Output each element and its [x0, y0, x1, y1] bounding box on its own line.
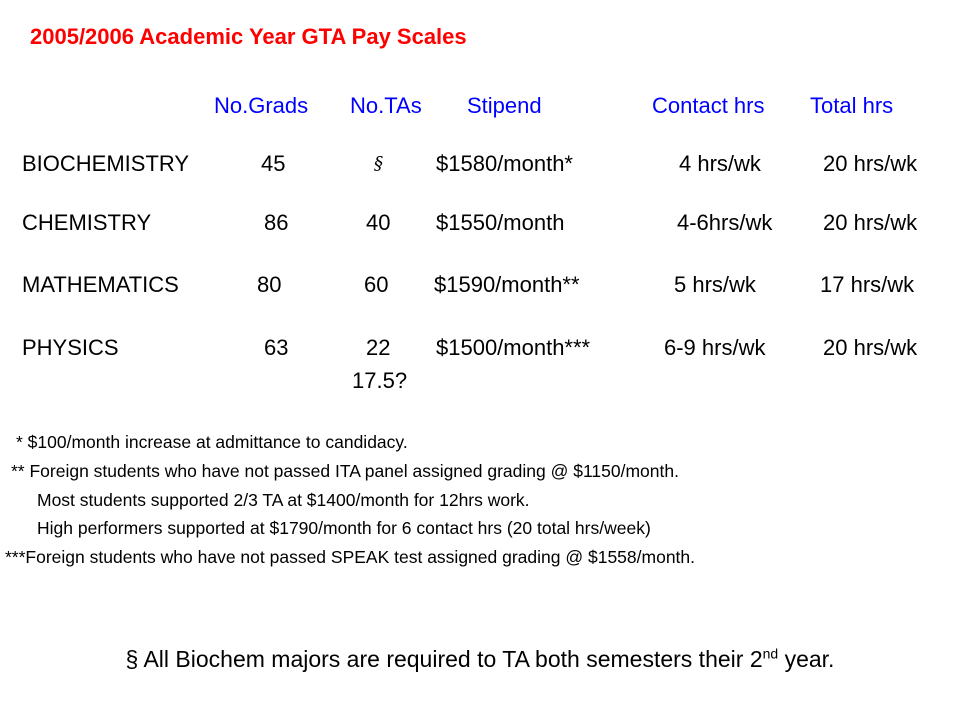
footnote: * $100/month increase at admittance to candidacy. — [16, 432, 408, 452]
contact-hours: 4-6hrs/wk — [677, 210, 773, 235]
stipend: $1550/month — [436, 210, 565, 235]
footnote: High performers supported at $1790/month for 6 contact hrs (20 total hrs/week) — [37, 518, 651, 538]
contact-hours: 6-9 hrs/wk — [664, 335, 766, 360]
page-title: 2005/2006 Academic Year GTA Pay Scales — [30, 24, 467, 49]
dept-name: BIOCHEMISTRY — [22, 151, 190, 176]
biochem-note-sup: nd — [762, 645, 779, 662]
contact-hours: 5 hrs/wk — [674, 272, 756, 297]
header-contact-hrs: Contact hrs — [652, 93, 765, 118]
stipend: $1500/month*** — [436, 335, 591, 360]
tas-note: 17.5? — [352, 368, 408, 393]
header-stipend: Stipend — [467, 93, 542, 118]
tas-count: 22 — [366, 335, 391, 360]
grads-count: 80 — [257, 272, 282, 297]
contact-hours: 4 hrs/wk — [679, 151, 761, 176]
header-no-tas: No.TAs — [350, 93, 422, 118]
biochem-note — [0, 646, 960, 673]
dept-name: MATHEMATICS — [22, 272, 179, 297]
total-hours: 20 hrs/wk — [823, 151, 918, 176]
header-no-grads: No.Grads — [214, 93, 309, 118]
grads-count: 63 — [264, 335, 289, 360]
grads-count: 86 — [264, 210, 289, 235]
stipend: $1590/month** — [434, 272, 580, 297]
total-hours: 17 hrs/wk — [820, 272, 915, 297]
dept-name: PHYSICS — [22, 335, 119, 360]
biochem-note-tail: year. — [778, 646, 835, 672]
footnote: Most students supported 2/3 TA at $1400/month for 12hrs work. — [37, 490, 530, 510]
biochem-note-text: § All Biochem majors are required to TA both semesters their 2 — [125, 646, 763, 672]
grads-count: 45 — [261, 151, 286, 176]
tas-count: 40 — [366, 210, 391, 235]
section-symbol: § — [374, 153, 383, 174]
dept-name: CHEMISTRY — [22, 210, 152, 235]
footnote: ** Foreign students who have not passed ITA panel assigned grading @ $1150/month. — [11, 461, 679, 481]
stipend: $1580/month* — [436, 151, 573, 176]
total-hours: 20 hrs/wk — [823, 335, 918, 360]
header-total-hrs: Total hrs — [810, 93, 894, 118]
tas-count: 60 — [364, 272, 389, 297]
footnote: ***Foreign students who have not passed SPEAK test assigned grading @ $1558/month. — [5, 547, 696, 567]
total-hours: 20 hrs/wk — [823, 210, 918, 235]
